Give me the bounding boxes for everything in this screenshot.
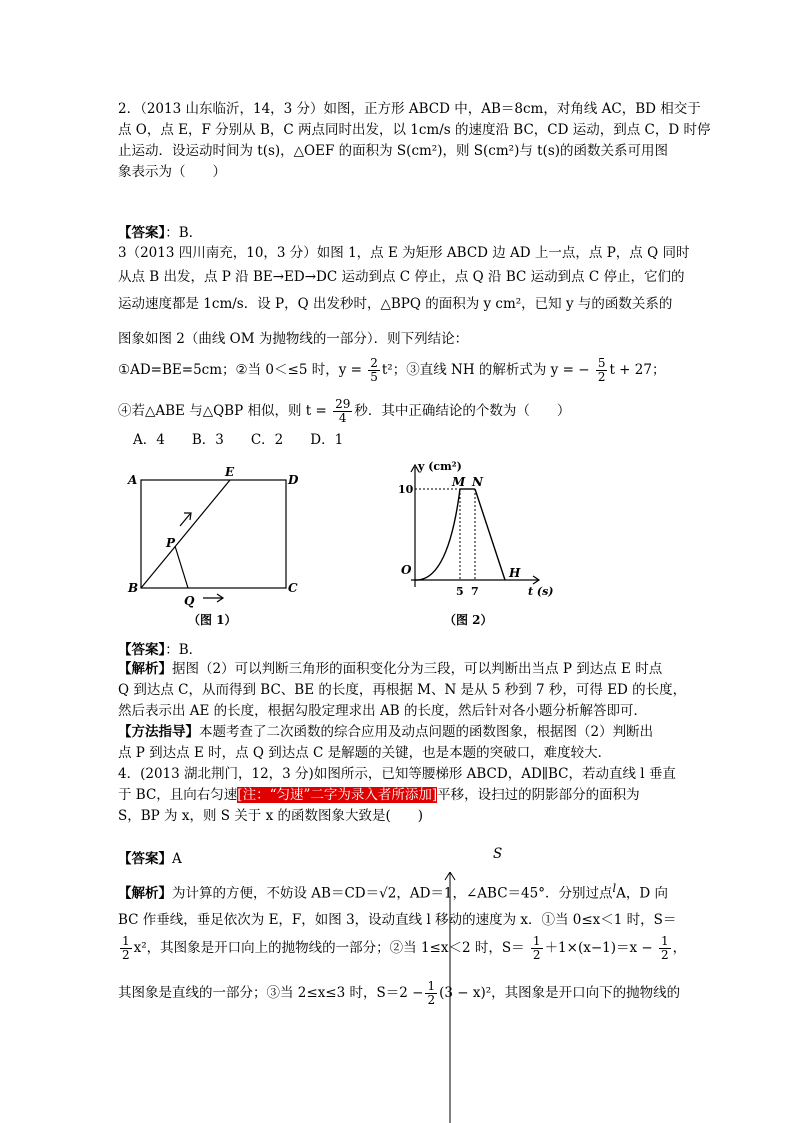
label-d: D <box>288 473 299 487</box>
q3-analysis-1: 【解析】据图（2）可以判断三角形的面积变化分为三段，可以判断出当点 P 到达点 E 时点 <box>118 661 663 677</box>
figure-2-caption: （图 2） <box>444 613 493 627</box>
label-b: B <box>128 581 139 595</box>
conclusion-text: t + 27； <box>609 362 666 378</box>
answer-value: ：B. <box>165 225 193 241</box>
label-p: P <box>166 536 176 550</box>
tick-7: 7 <box>471 585 479 598</box>
q4-line-1: 4．(2013 湖北荆门，12，3 分)如图所示，已知等腰梯形 ABCD，AD∥BC，若动直线 l 垂直 <box>118 766 676 782</box>
fraction: $\frac{29}{4}$ <box>335 397 351 425</box>
label-e: E <box>225 465 235 479</box>
sqrt-2: √2 <box>379 885 397 902</box>
editor-note: [注：“匀速”二字为录入者所添加] <box>237 787 438 803</box>
y-axis-label: y (cm²) <box>418 460 462 473</box>
q3-analysis-3: 然后表示出 AE 的长度，根据勾股定理求出 AB 的长度，然后针对各小题分析解答即可． <box>118 703 647 719</box>
axis-s-label: S <box>493 846 503 862</box>
q3-answer: 【答案】：B． <box>118 642 203 658</box>
q4-analysis-4: 其图象是直线的一部分；③当 2≤x≤3 时，S＝2 − $\frac{1}{2}$ (3 − x)²，其图象是开口向下的抛物线的 <box>118 979 681 1007</box>
conclusion-text: 秒．其中正确结论的个数为（ ） <box>354 403 571 419</box>
label-a: A <box>128 473 138 487</box>
label-m: M <box>452 475 466 489</box>
q4-answer: 【答案】A <box>118 851 182 867</box>
q4-line-2: 于 BC，且向右匀速[注：“匀速”二字为录入者所添加]平移，设扫过的阴影部分的面积为 <box>118 787 640 803</box>
fraction: $\frac{2}{5}$ <box>370 356 378 384</box>
q3-line-2: 从点 B 出发，点 P 沿 BE→ED→DC 运动到点 C 停止，点 Q 沿 BC 运动到点 C 停止，它们的 <box>118 269 685 285</box>
label-c: C <box>288 581 298 595</box>
q2-line-3: 止运动．设运动时间为 t(s)，△OEF 的面积为 S(cm²)，则 S(cm²)与 t(s)的函数关系可用图 <box>118 143 669 159</box>
segment-nh <box>475 489 505 580</box>
q3-conclusions-2 <box>118 398 570 425</box>
figure-2 <box>368 452 568 632</box>
q4-analysis-1: 【解析】为计算的方便，不妨设 AB＝CD＝√2，AD＝1，∠ABC＝45°．分别过点$^l$A，D 向 <box>118 882 668 902</box>
x-axis-label: t (s) <box>528 585 554 598</box>
figure-1-caption: （图 1） <box>188 613 237 627</box>
tick-10: 10 <box>398 483 414 496</box>
q3-conclusions-1 <box>118 357 665 384</box>
arrow-p-icon <box>180 514 190 526</box>
q3-analysis-2: Q 到达点 C，从而得到 BC、BE 的长度，再根据 M、N 是从 5 秒到 7 秒，可得 ED 的长度， <box>118 682 687 698</box>
q2-answer <box>118 224 193 242</box>
label-h: H <box>509 566 521 580</box>
q4-analysis-3: $\frac{1}{2}$ x²，其图象是开口向上的抛物线的一部分；②当 1≤x＜2 时，S＝ $\frac{1}{2}$ ＋1×(x−1)＝x − $\frac{1}{2}$ ， <box>122 934 687 962</box>
q3-method-1: 【方法指导】本题考查了二次函数的综合应用及动点问题的函数图象，根据图（2）判断出 <box>118 724 654 740</box>
q2-line-1: 2．（2013 山东临沂，14，3 分）如图，正方形 ABCD 中，AB＝8cm，对角线 AC，BD 相交于 <box>118 101 701 117</box>
curve-om <box>415 489 460 580</box>
tick-5: 5 <box>456 585 464 598</box>
q2-line-2: 点 O，点 E，F 分别从 B，C 两点同时出发，以 1cm/s 的速度沿 BC，CD 运动，到点 C，D 时停 <box>118 122 711 138</box>
conclusion-text: t²；③直线 NH 的解析式为 y = − <box>381 362 590 378</box>
q4-line-3: S，BP 为 x，则 S 关于 x 的函数图象大致是( ) <box>118 808 424 824</box>
conclusion-text: ④若△ABE 与△QBP 相似，则 t = <box>118 403 327 419</box>
conclusion-text: ①AD=BE=5cm；②当 0＜≤5 时，y = <box>118 362 362 378</box>
q3-line-4: 图象如图 2（曲线 OM 为抛物线的一部分）．则下列结论： <box>118 331 469 347</box>
segment-pq <box>175 546 188 588</box>
label-n: N <box>472 475 483 489</box>
q3-method-2: 点 P 到达点 E 时，点 Q 到达点 C 是解题的关键，也是本题的突破口，难度较大． <box>118 745 612 761</box>
q3-line-1: 3（2013 四川南充，10，3 分）如图 1，点 E 为矩形 ABCD 边 AD 上一点，点 P，点 Q 同时 <box>118 245 690 261</box>
q3-line-3: 运动速度都是 1cm/s．设 P，Q 出发秒时，△BPQ 的面积为 y cm²，已知 y 与的函数关系的 <box>118 296 673 312</box>
q2-line-4: 象表示为（ ） <box>118 164 226 180</box>
segment-be <box>141 480 230 588</box>
answer-label: 【答案】 <box>118 225 166 241</box>
q3-options: A．4 B．3 C．2 D．1 <box>133 432 344 448</box>
label-q: Q <box>184 594 195 608</box>
fraction: $\frac{5}{2}$ <box>597 356 606 384</box>
rectangle-abcd <box>141 480 286 588</box>
q4-analysis-2: BC 作垂线，垂足依次为 E，F，如图 3，设动直线 l 移动的速度为 x．①当 0≤x＜1 时，S＝ <box>118 912 677 928</box>
figure-1 <box>118 462 308 632</box>
label-o: O <box>401 563 412 577</box>
